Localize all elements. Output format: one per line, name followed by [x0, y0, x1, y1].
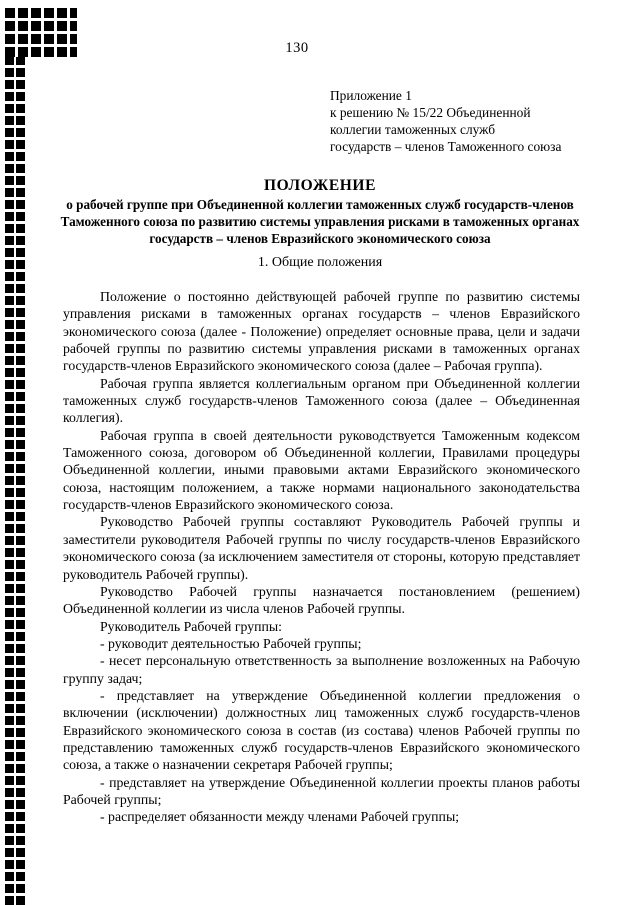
- list-item: - несет персональную ответственность за выполнение возложенных на Рабочую группу задач;: [63, 653, 580, 686]
- list-item: - представляет на утверждение Объединенной коллегии проекты планов работы Рабочей группы;: [63, 774, 580, 807]
- appendix-line: к решению № 15/22 Объединенной: [330, 105, 531, 120]
- document-body: [63, 288, 580, 826]
- paragraph: Руководитель Рабочей группы:: [100, 618, 282, 634]
- paragraph: Руководство Рабочей группы составляют Руководитель Рабочей группы и заместители руководителя Рабочей группы по числу государств-членов Евразийского экономического союза (за исключением заместителя от стороны, которую представляет руководитель Рабочей группы).: [63, 514, 580, 582]
- paragraph: Рабочая группа является коллегиальным органом при Объединенной коллегии таможенных служб государств-членов Таможенного союза (далее – Объединенная коллегия).: [63, 375, 580, 426]
- paragraph: Рабочая группа в своей деятельности руководствуется Таможенным кодексом Таможенного союза, договором об Объединенной коллегии, Правилами процедуры Объединенной коллегии, иными правовыми актами Евразийского экономического союза, настоящим положением, а также нормами национального законодательства государств-членов Евразийского экономического союза.: [63, 427, 580, 513]
- paragraph: Руководство Рабочей группы назначается постановлением (решением) Объединенной коллегии из числа членов Рабочей группы.: [63, 583, 580, 617]
- page-number: 130: [285, 40, 309, 56]
- document-title: ПОЛОЖЕНИЕ: [263, 177, 377, 194]
- document-subtitle: о рабочей группе при Объединенной коллегии таможенных служб государств-членов Таможенного союза по развитию системы управления рисками в таможенных органах государств – членов Евразийского экономического союза: [60, 197, 580, 246]
- list-item: - руководит деятельностью Рабочей группы;: [100, 635, 362, 651]
- appendix-line: государств – членов Таможенного союза: [330, 139, 562, 154]
- appendix-reference: [330, 87, 592, 155]
- section-heading: 1. Общие положения: [257, 255, 383, 270]
- appendix-line: Приложение 1: [330, 88, 412, 103]
- paragraph: Положение о постоянно действующей рабочей группе по развитию системы управления рисками в таможенных органах государств – членов Евразийского экономического союза (далее - Положение) определяет основные права, цели и задачи рабочей группы по развитию системы управления рисками в таможенных органах государств-членов Евразийского экономического союза (далее – Рабочая группа).: [63, 289, 580, 374]
- list-item: - распределяет обязанности между членами Рабочей группы;: [100, 809, 460, 825]
- appendix-line: коллегии таможенных служб: [330, 122, 496, 137]
- scan-edge-left-artifact: [5, 57, 27, 905]
- list-item: - представляет на утверждение Объединенной коллегии предложения о включении (исключении) должностных лиц таможенных служб государств-членов Евразийского экономического союза в состав (из состава) членов Рабочей группы по представлению таможенных служб государств-членов Евразийского экономического союза, а также о назначении секретаря Рабочей группы;: [63, 687, 580, 773]
